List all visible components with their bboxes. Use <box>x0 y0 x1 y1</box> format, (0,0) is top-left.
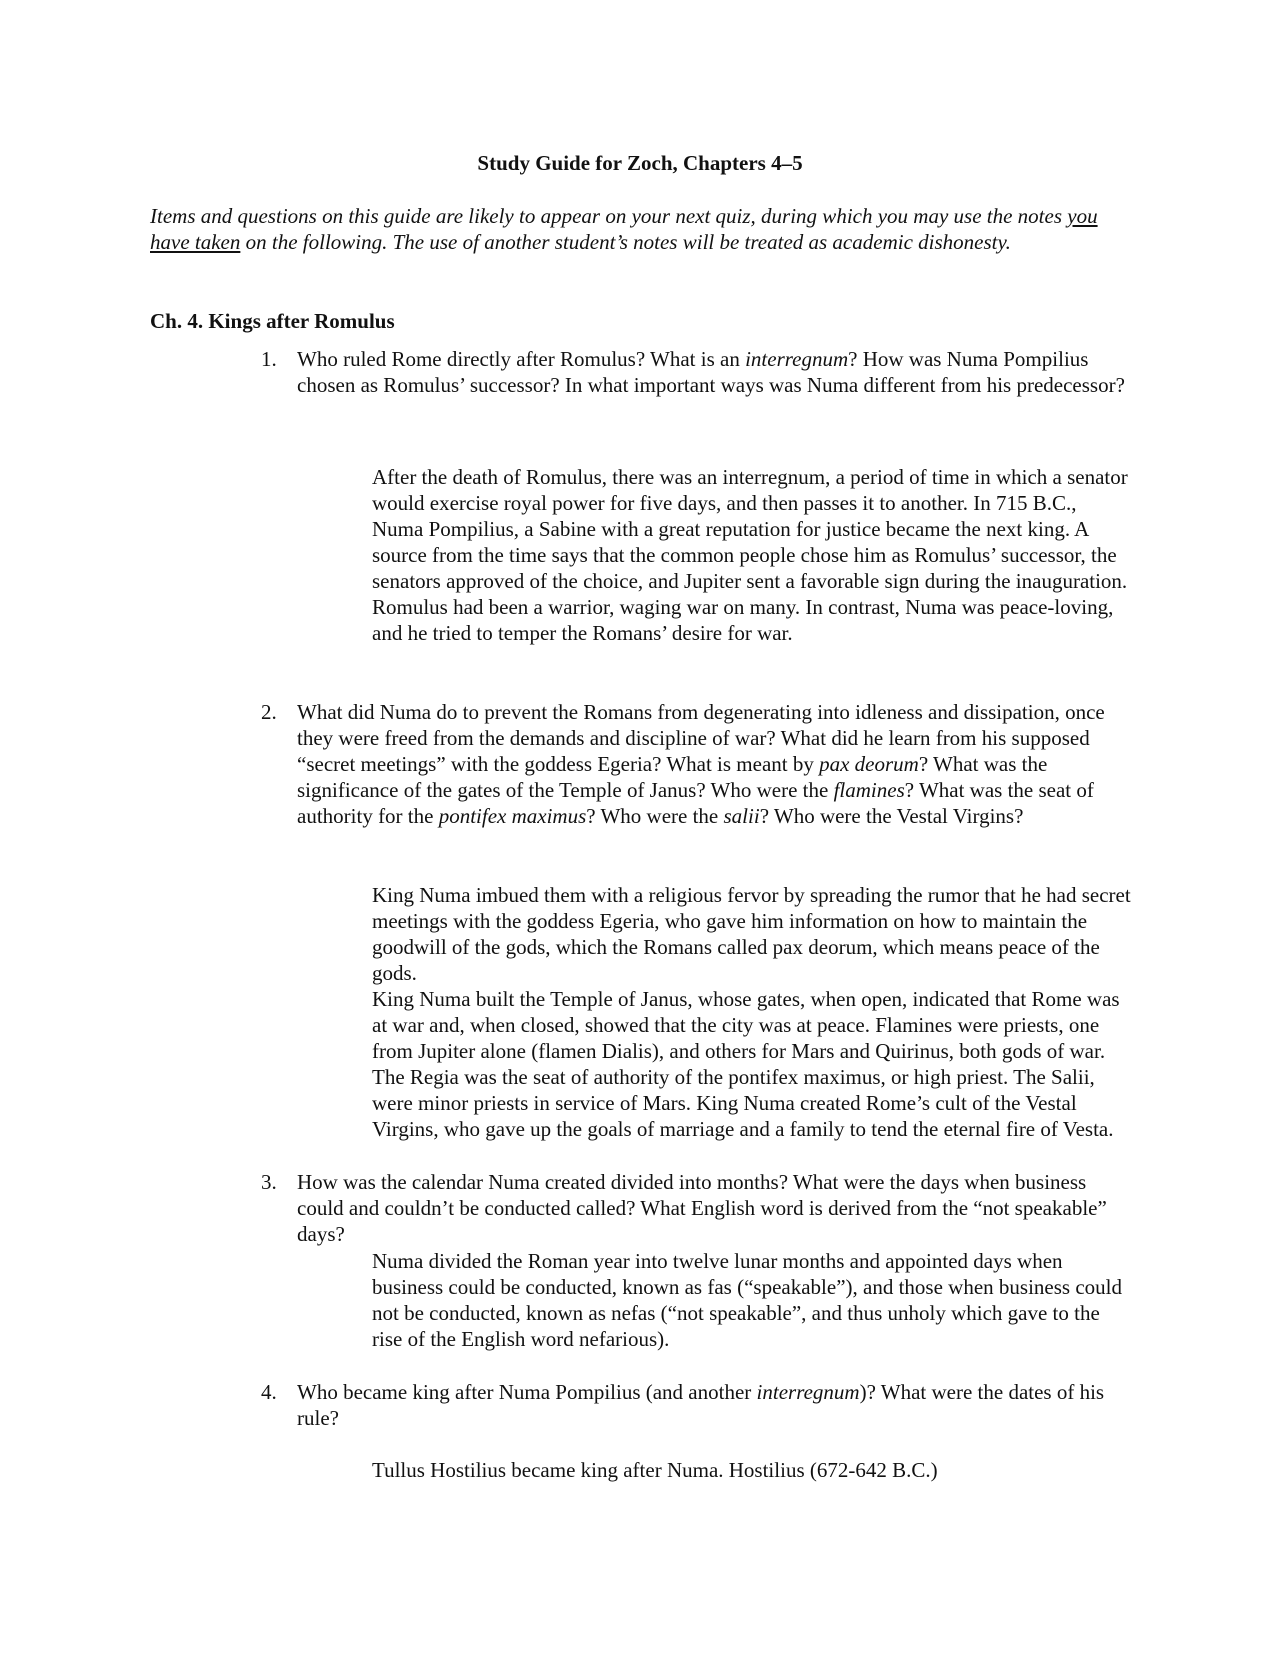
question-term: salii <box>723 804 760 828</box>
intro-text-part2: on the following. The use of another student’s notes will be treated as academic dishonesty. <box>240 230 1011 254</box>
question-3 <box>261 1169 1127 1247</box>
question-text: Who became king after Numa Pompilius (and another <box>297 1380 757 1404</box>
question-1 <box>261 346 1127 398</box>
question-4 <box>261 1379 1127 1431</box>
answer-text: Tullus Hostilius became king after Numa. Hostilius (672-642 B.C.) <box>372 1458 938 1482</box>
question-text: ? Who were the Vestal Virgins? <box>759 804 1024 828</box>
section-heading: Ch. 4. Kings after Romulus <box>150 309 395 333</box>
question-text: ? What was the significance of the gates of the Temple of Janus? Who were the <box>297 752 1048 802</box>
question-term: interregnum <box>745 347 849 371</box>
question-term: flamines <box>833 778 905 802</box>
question-text: ? What was the seat of authority for the <box>297 778 1094 828</box>
intro-text-part1: Items and questions on this guide are likely to appear on your next quiz, during which you may use the notes <box>150 204 1068 228</box>
question-number: 2. <box>261 700 277 724</box>
answer-2 <box>372 882 1132 1142</box>
question-text: ? How was Numa Pompilius chosen as Romulus’ successor? In what important ways was Numa different from his predecessor? <box>297 347 1125 397</box>
answer-3 <box>372 1248 1132 1352</box>
answer-text: King Numa imbued them with a religious fervor by spreading the rumor that he had secret meetings with the goddess Egeria, who gave him information on how to maintain the goodwill of the gods, which the Romans called pax deorum, which means peace of the gods. <box>372 883 1131 985</box>
question-text: What did Numa do to prevent the Romans from degenerating into idleness and dissipation, once they were freed from the demands and discipline of war? What did he learn from his supposed “secret meetings” with the goddess Egeria? What is meant by <box>297 700 1105 776</box>
answer-text: King Numa built the Temple of Janus, whose gates, when open, indicated that Rome was at war and, when closed, showed that the city was at peace. Flamines were priests, one from Jupiter alone (flamen Dialis), and others for Mars and Quirinus, both gods of war. The Regia was the seat of authority of the pontifex maximus, or high priest. The Salii, were minor priests in service of Mars. King Numa created Rome’s cult of the Vestal Virgins, who gave up the goals of marriage and a family to tend the eternal fire of Vesta. <box>372 987 1120 1141</box>
question-2 <box>261 699 1127 829</box>
question-term: interregnum <box>756 1380 860 1404</box>
question-term: pax deorum <box>819 752 919 776</box>
answer-text: Numa divided the Roman year into twelve lunar months and appointed days when business could be conducted, known as fas (“speakable”), and those when business could not be conducted, known as nefas (“not speakable”, and thus unholy which gave to the rise of the English word nefarious). <box>372 1249 1122 1351</box>
answer-text: After the death of Romulus, there was an interregnum, a period of time in which a senator would exercise royal power for five days, and then passes it to another. In 715 B.C., Numa Pompilius, a Sabine with a great reputation for justice became the next king. A source from the time says that the common people chose him as Romulus’ successor, the senators approved of the choice, and Jupiter sent a favorable sign during the inauguration. Romulus had been a warrior, waging war on many. In contrast, Numa was peace-loving, and he tried to temper the Romans’ desire for war. <box>372 465 1128 645</box>
question-text: Who ruled Rome directly after Romulus? What is an <box>297 347 746 371</box>
document-title: Study Guide for Zoch, Chapters 4–5 <box>477 151 803 175</box>
question-text: ? Who were the <box>586 804 724 828</box>
question-text: )? What were the dates of his rule? <box>297 1380 1105 1430</box>
question-number: 3. <box>261 1170 277 1194</box>
answer-1 <box>372 464 1132 646</box>
question-number: 1. <box>261 347 277 371</box>
question-term: pontifex maximus <box>438 804 587 828</box>
intro-underlined-text: you have taken <box>150 204 1098 254</box>
question-number: 4. <box>261 1380 277 1404</box>
intro-paragraph <box>150 203 1120 255</box>
answer-4 <box>372 1457 1132 1483</box>
question-text: How was the calendar Numa created divided into months? What were the days when business could and couldn’t be conducted called? What English word is derived from the “not speakable” days? <box>297 1170 1107 1246</box>
